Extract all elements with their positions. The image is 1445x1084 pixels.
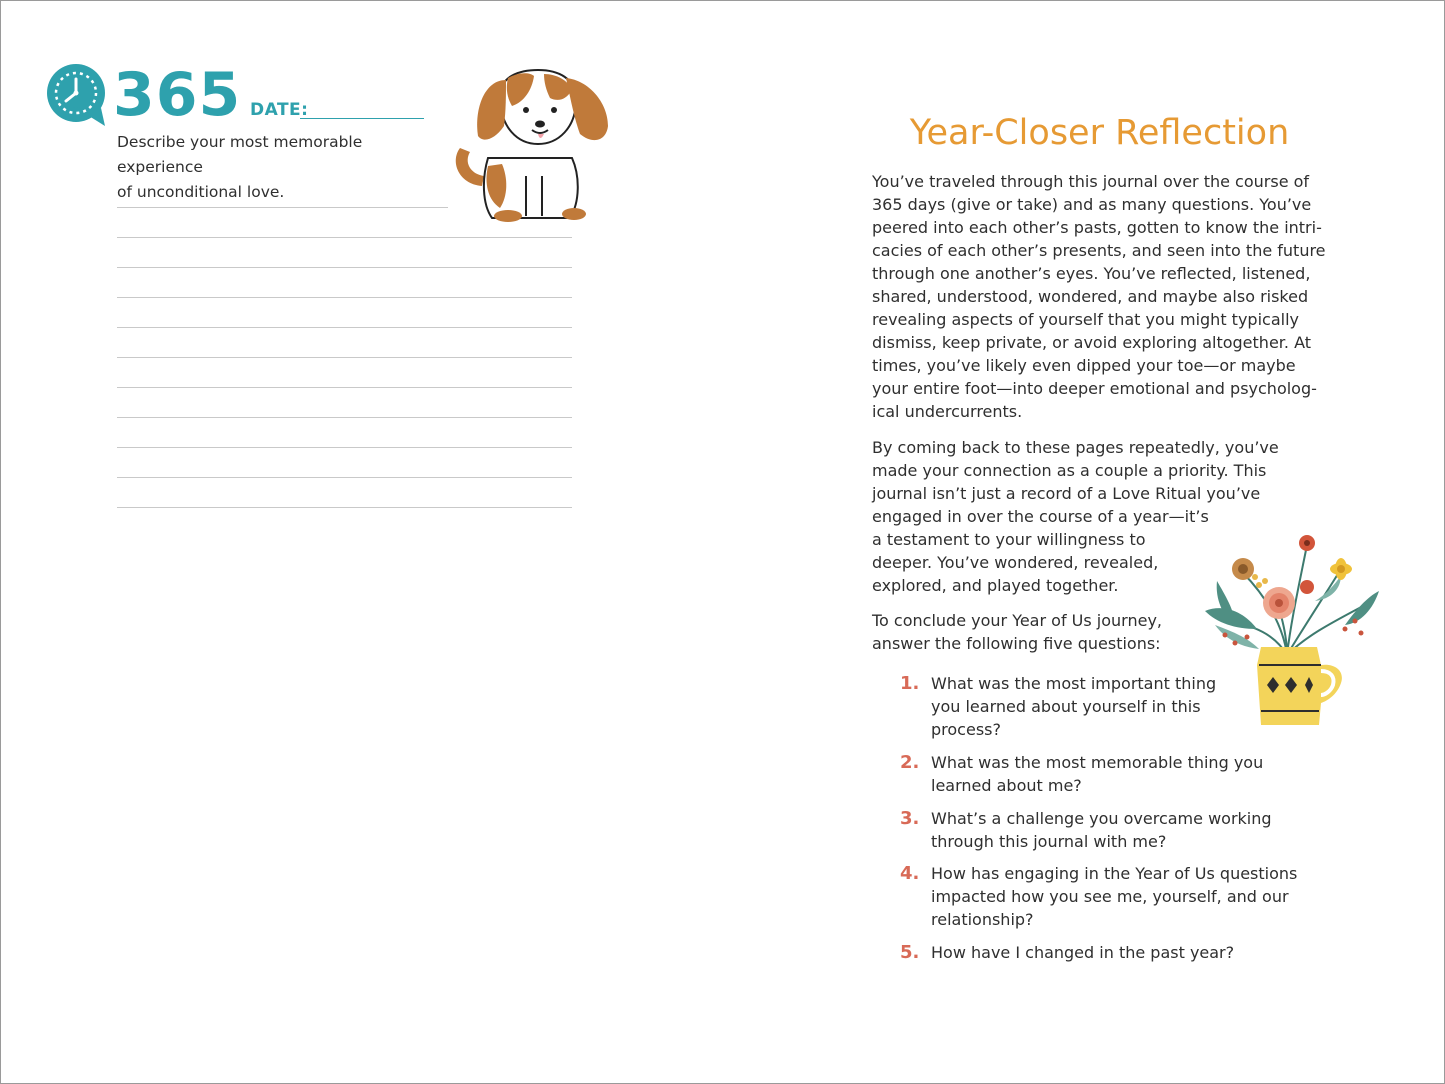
body-paragraph bbox=[872, 609, 1162, 655]
writing-line[interactable] bbox=[117, 447, 572, 448]
question-line: impacted how you see me, yourself, and our bbox=[931, 887, 1289, 906]
question-number: 4. bbox=[900, 863, 920, 884]
question-text bbox=[931, 751, 1263, 797]
text-line: engaged in over the course of a year—it’s bbox=[872, 507, 1209, 526]
text-line: shared, understood, wondered, and maybe also risked bbox=[872, 287, 1309, 306]
flower-vase-illustration bbox=[1195, 525, 1380, 735]
question-line: What was the most memorable thing you bbox=[931, 753, 1264, 772]
section-title: Year-Closer Reflection bbox=[909, 113, 1290, 153]
question-number: 1. bbox=[900, 673, 920, 694]
puppy-illustration bbox=[448, 66, 614, 226]
question-line: What’s a challenge you overcame working bbox=[931, 809, 1272, 828]
question-line: process? bbox=[931, 720, 1001, 739]
text-line: cacies of each other’s presents, and seen into the future bbox=[872, 241, 1326, 260]
body-paragraph bbox=[872, 170, 1326, 423]
text-line: To conclude your Year of Us journey, bbox=[872, 611, 1162, 630]
writing-line[interactable] bbox=[117, 417, 572, 418]
question-number: 2. bbox=[900, 752, 920, 773]
text-line: journal isn’t just a record of a Love Ritual you’ve bbox=[872, 484, 1261, 503]
text-line: peered into each other’s pasts, gotten to know the intri- bbox=[872, 218, 1322, 237]
text-line: through one another’s eyes. You’ve reflected, listened, bbox=[872, 264, 1311, 283]
text-line: revealing aspects of yourself that you might typically bbox=[872, 310, 1299, 329]
text-line: your entire foot—into deeper emotional and psycholog- bbox=[872, 379, 1317, 398]
writing-line[interactable] bbox=[117, 357, 572, 358]
text-line: ical undercurrents. bbox=[872, 402, 1023, 421]
day-number: 365 bbox=[113, 60, 242, 130]
question-line: relationship? bbox=[931, 910, 1034, 929]
writing-line[interactable] bbox=[117, 507, 572, 508]
text-line: times, you’ve likely even dipped your toe—or maybe bbox=[872, 356, 1296, 375]
question-text bbox=[931, 672, 1216, 741]
prompt-line: Describe your most memorable experience bbox=[117, 133, 363, 176]
writing-line[interactable] bbox=[117, 237, 572, 238]
writing-line[interactable] bbox=[117, 207, 448, 208]
writing-line[interactable] bbox=[117, 327, 572, 328]
journal-prompt bbox=[117, 130, 447, 205]
question-line: you learned about yourself in this bbox=[931, 697, 1201, 716]
writing-line[interactable] bbox=[117, 387, 572, 388]
text-line: explored, and played together. bbox=[872, 576, 1119, 595]
text-line: You’ve traveled through this journal over the course of bbox=[872, 172, 1310, 191]
date-label: DATE: bbox=[250, 100, 309, 120]
text-line: a testament to your willingness to bbox=[872, 530, 1146, 549]
question-number: 5. bbox=[900, 942, 920, 963]
writing-line[interactable] bbox=[117, 267, 572, 268]
text-line: made your connection as a couple a priority. This bbox=[872, 461, 1267, 480]
writing-line[interactable] bbox=[117, 477, 572, 478]
clock-icon bbox=[45, 62, 111, 128]
question-line: How has engaging in the Year of Us questions bbox=[931, 864, 1298, 883]
question-number: 3. bbox=[900, 808, 920, 829]
text-line: By coming back to these pages repeatedly, you’ve bbox=[872, 438, 1279, 457]
question-line: through this journal with me? bbox=[931, 832, 1167, 851]
question-line: What was the most important thing bbox=[931, 674, 1217, 693]
question-text bbox=[931, 807, 1272, 853]
question-line: learned about me? bbox=[931, 776, 1082, 795]
question-text bbox=[931, 941, 1234, 964]
date-input-line[interactable] bbox=[300, 118, 424, 119]
prompt-line: of unconditional love. bbox=[117, 183, 285, 201]
text-line: deeper. You’ve wondered, revealed, bbox=[872, 553, 1159, 572]
question-line: How have I changed in the past year? bbox=[931, 943, 1235, 962]
question-text bbox=[931, 862, 1297, 931]
writing-line[interactable] bbox=[117, 297, 572, 298]
text-line: dismiss, keep private, or avoid exploring altogether. At bbox=[872, 333, 1311, 352]
text-line: answer the following five questions: bbox=[872, 634, 1161, 653]
text-line: 365 days (give or take) and as many questions. You’ve bbox=[872, 195, 1312, 214]
